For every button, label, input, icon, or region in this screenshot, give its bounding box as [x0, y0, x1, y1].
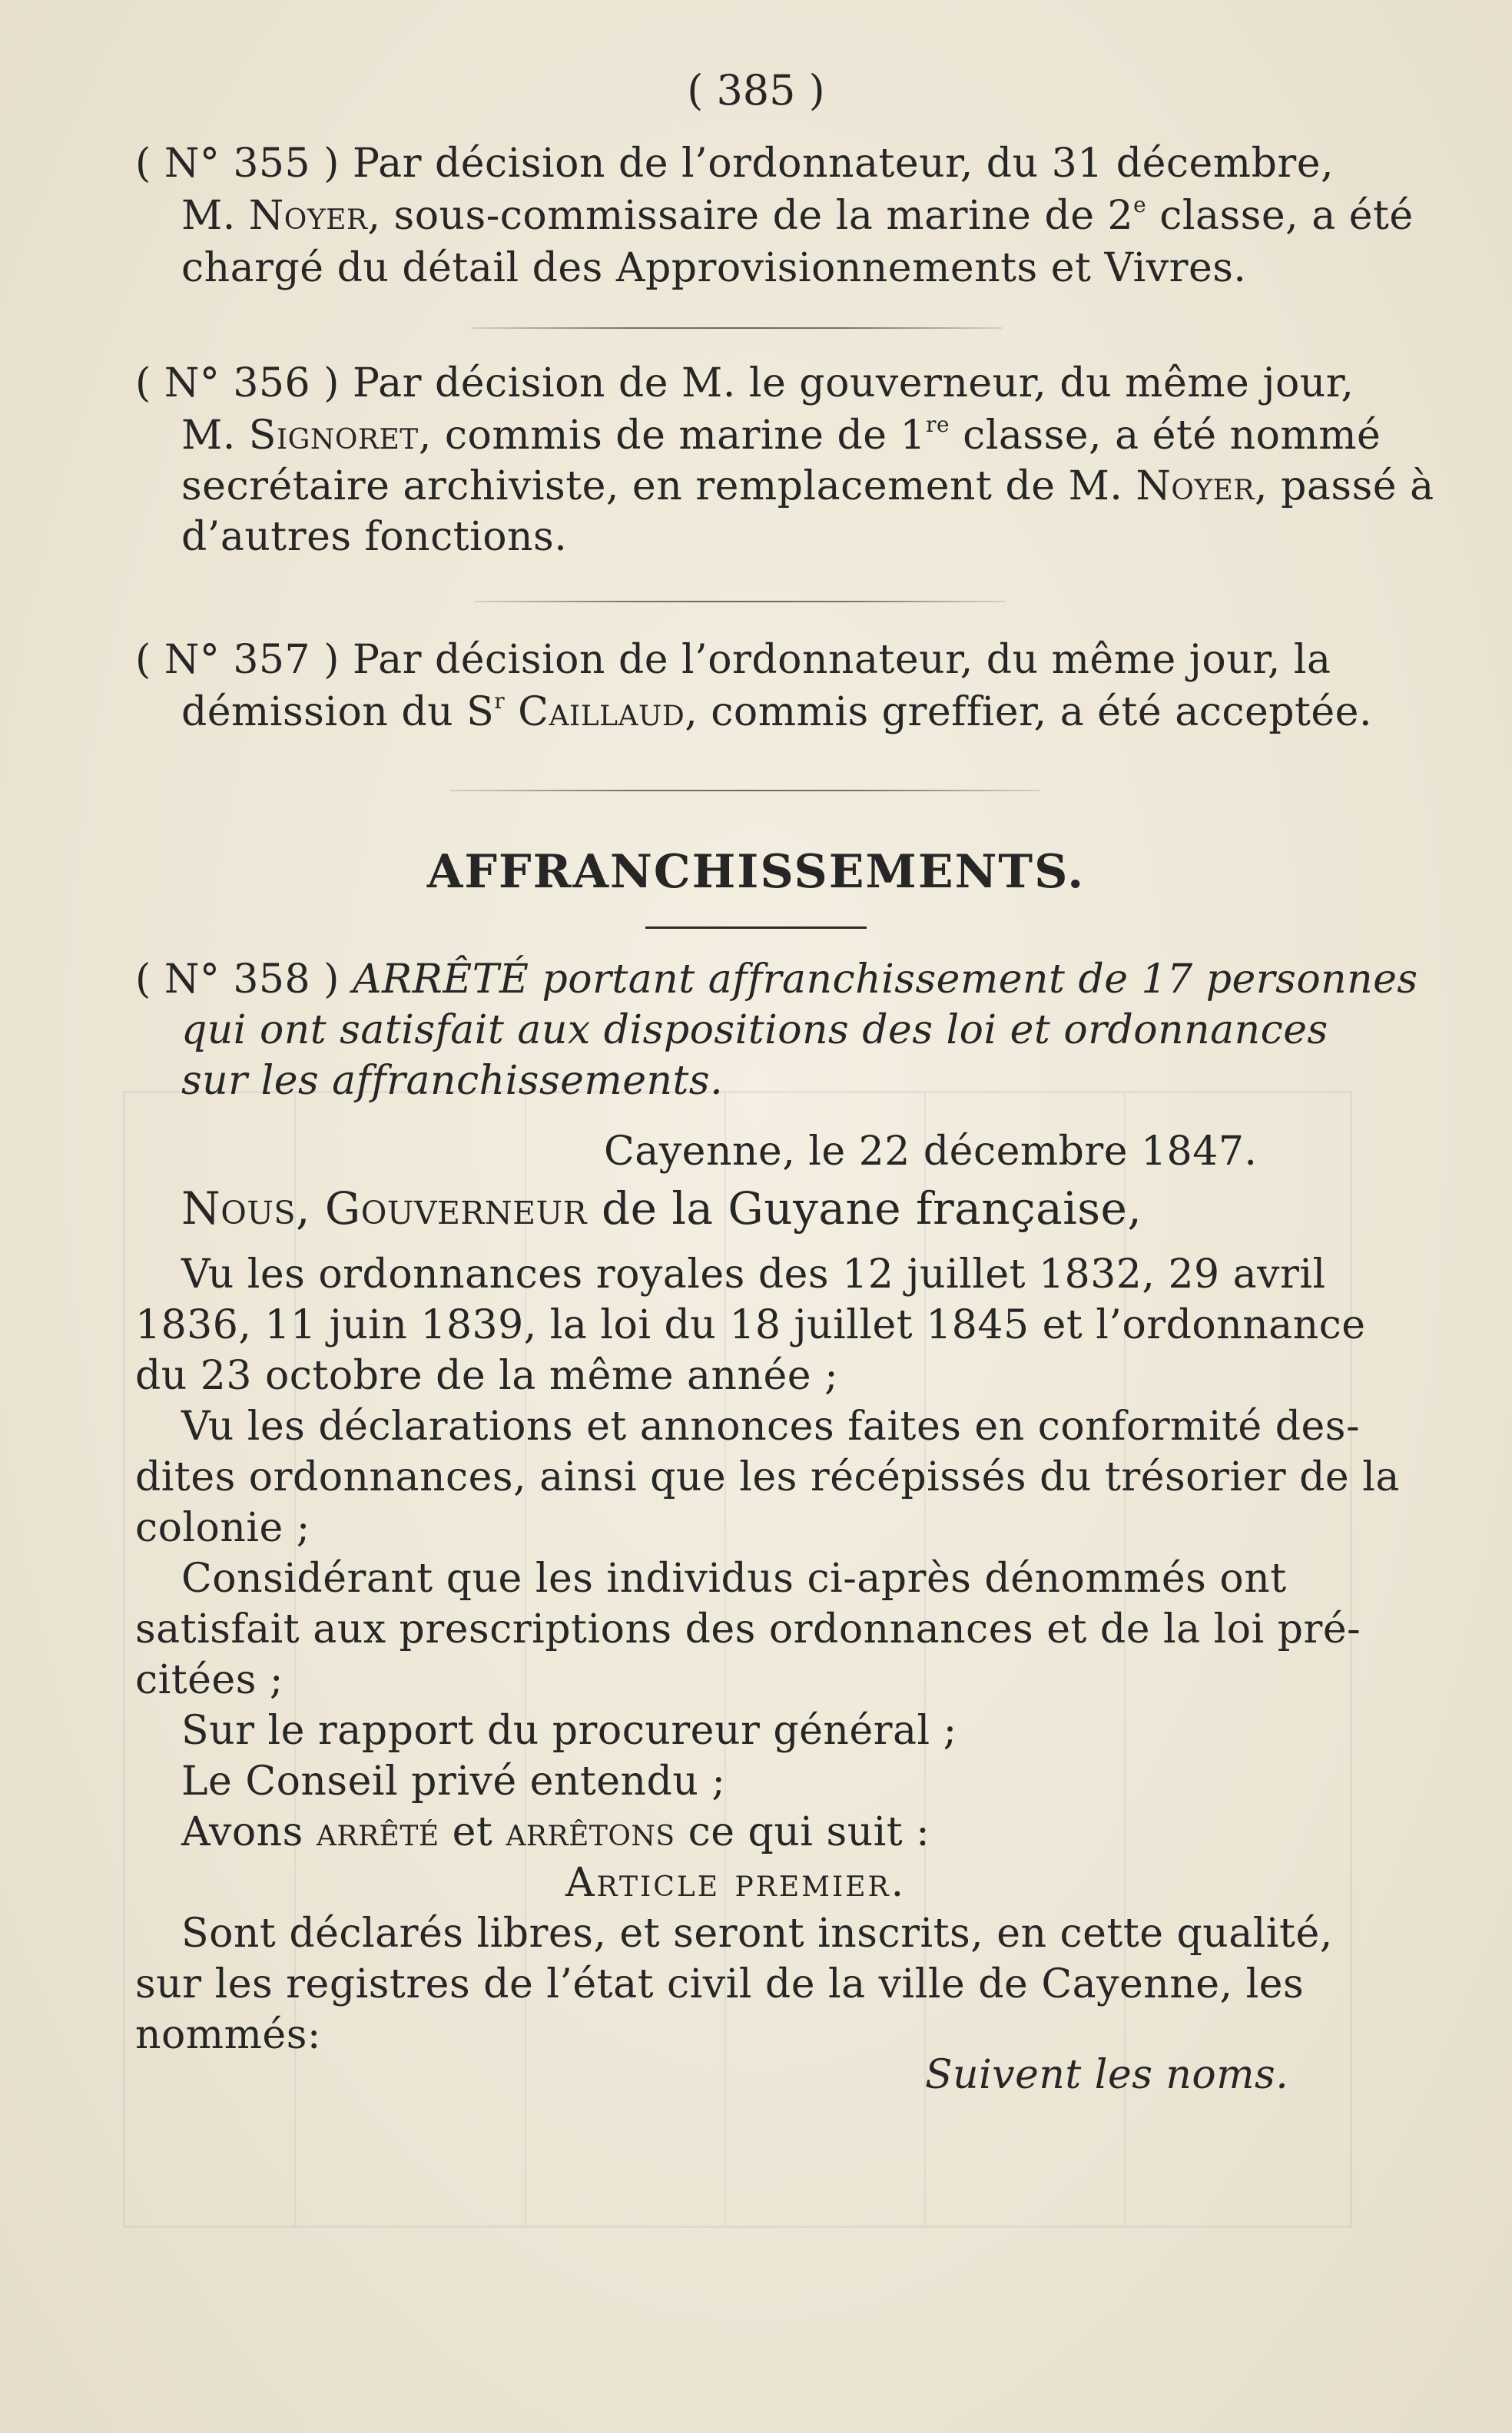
entry-357-line2: démission du $S^r$ Caillaud, commis greffier, a été acceptée.	[181, 688, 1372, 735]
entry-356-line3: secrétaire archiviste, en remplacement de M. Noyer, passé à	[181, 463, 1434, 509]
considerant-line1: Considérant que les individus ci-après dénommés ont	[181, 1556, 1287, 1602]
vu-2-line1: Vu les déclarations et annonces faites en conformité des-	[181, 1404, 1361, 1450]
vu-1-line3: du 23 octobre de la même année ;	[135, 1353, 839, 1399]
person-name: M. Noyer	[181, 193, 368, 239]
sont-declares-line2: sur les registres de l’état civil de la ville de Cayenne, les	[135, 1961, 1305, 2007]
conseil-prive: Le Conseil privé entendu ;	[181, 1758, 726, 1805]
person-name: Noyer	[1136, 463, 1255, 509]
sur-rapport: Sur le rapport du procureur général ;	[181, 1708, 957, 1754]
person-name: M. Signoret	[181, 413, 419, 459]
nous-gouverneur: Nous, Gouverneur de la Guyane française,	[181, 1182, 1142, 1235]
entry-number: ( N° 357 )	[135, 637, 340, 683]
suivent-les-noms: Suivent les noms.	[925, 2052, 1289, 2098]
entry-356-line4: d’autres fonctions.	[181, 514, 568, 560]
arrete-title-line3: sur les affranchissements.	[181, 1058, 724, 1104]
entry-number: ( N° 356 )	[135, 360, 340, 406]
vu-2-line3: colonie ;	[135, 1505, 310, 1551]
heading-underline	[645, 926, 867, 929]
vu-2-line2: dites ordonnances, ainsi que les récépissés du trésorier de la	[135, 1454, 1400, 1500]
entry-355-line2: M. Noyer, sous-commissaire de la marine de 2e classe, a été	[181, 192, 1414, 239]
separator-rule	[472, 326, 1002, 330]
entry-355-line3: chargé du détail des Approvisionnements et Vivres.	[181, 245, 1247, 291]
entry-356-line2: M. Signoret, commis de marine de 1re classe, a été nommé	[181, 412, 1381, 459]
sont-declares-line1: Sont déclarés libres, et seront inscrits, en cette qualité,	[181, 1911, 1333, 1957]
vu-1-line1: Vu les ordonnances royales des 12 juillet 1832, 29 avril	[181, 1251, 1326, 1298]
entry-number: ( N° 355 )	[135, 141, 340, 187]
section-heading: AFFRANCHISSEMENTS.	[426, 845, 1086, 899]
sont-declares-line3: nommés:	[135, 2012, 321, 2058]
entry-number: ( N° 358 )	[135, 956, 340, 1003]
separator-rule	[450, 788, 1040, 793]
person-name: Caillaud	[505, 689, 685, 735]
separator-rule	[475, 599, 1005, 604]
place-date: Cayenne, le 22 décembre 1847.	[604, 1129, 1258, 1175]
considerant-line3: citées ;	[135, 1657, 284, 1703]
article-heading: Article premier.	[565, 1860, 907, 1906]
vu-1-line2: 1836, 11 juin 1839, la loi du 18 juillet 1845 et l’ordonnance	[135, 1302, 1366, 1348]
considerant-line2: satisfait aux prescriptions des ordonnances et de la loi pré-	[135, 1606, 1361, 1652]
arrete-title-line1: ( N° 358 ) ARRÊTÉ portant affranchissement de 17 personnes	[135, 956, 1418, 1003]
entry-357-line1: ( N° 357 ) Par décision de l’ordonnateur, du même jour, la	[135, 637, 1331, 683]
avons-arrete: Avons arrêté et arrêtons ce qui suit :	[181, 1809, 930, 1855]
arrete-title-line2: qui ont satisfait aux dispositions des loi et ordonnances	[181, 1007, 1328, 1053]
page-number: ( 385 )	[687, 66, 825, 114]
entry-355-line1: ( N° 355 ) Par décision de l’ordonnateur, du 31 décembre,	[135, 141, 1335, 187]
entry-356-line1: ( N° 356 ) Par décision de M. le gouverneur, du même jour,	[135, 360, 1354, 406]
